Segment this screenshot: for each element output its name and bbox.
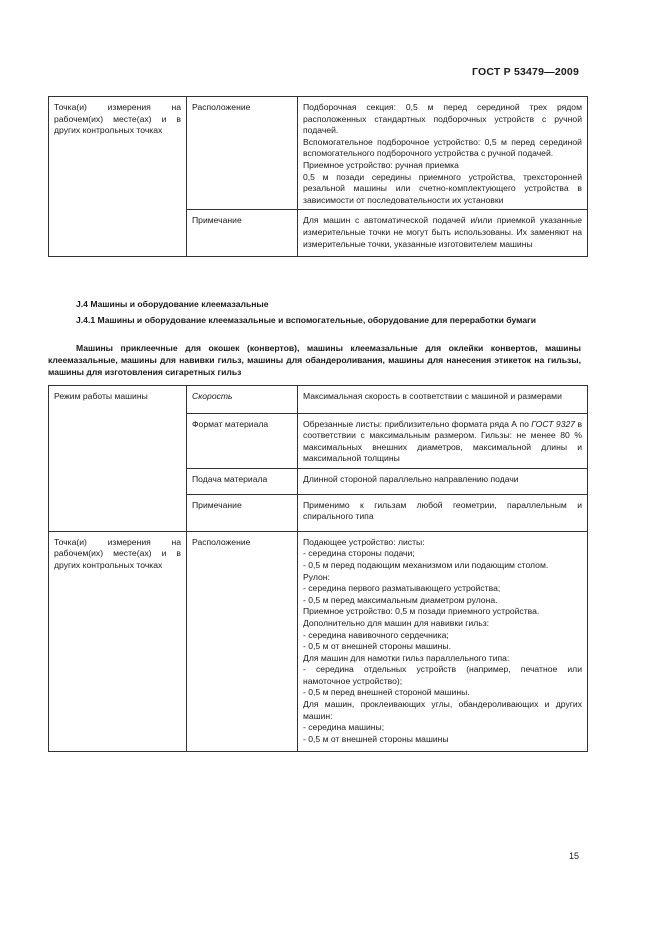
text-line: - середина навивочного сердечника; [303, 629, 449, 640]
measurement-table-continued [48, 96, 588, 257]
text-line: - 0,5 м перед подающим механизмом или подающим столом. [303, 559, 549, 570]
text-line: Приемное устройство: 0,5 м позади приемного устройства. [303, 606, 540, 617]
text-line: Приемное устройство: ручная приемка [303, 159, 459, 170]
page-number: 15 [568, 851, 579, 861]
row-label-material-format: Формат материала [187, 413, 298, 468]
table-row [49, 386, 588, 414]
text-line: Для машин для намотки гильз параллельного типа: [303, 652, 510, 663]
section-heading-j4 [76, 298, 609, 310]
section-title: Машины и оборудование клеемазальные [90, 299, 269, 309]
note-text: Для машин с автоматической подачей и/или приемкой указанные измерительные точки не могут быть использованы. Их заменяют на измерительные точки, указанные изготовителем машины [298, 210, 588, 257]
row-header-operating-mode: Режим работы машины [49, 386, 187, 532]
table-row [49, 97, 588, 210]
format-text: в соответствии с максимальным размером. Гильзы: не менее 80 % максимальных внешних диаметров, максимальной длины и максимальной толщины [303, 418, 583, 464]
note-text: Применимо к гильзам любой геометрии, параллельным и спирального типа [298, 494, 588, 531]
section-number: J.4.1 [76, 315, 96, 325]
location-description [298, 97, 588, 210]
section-heading-j41 [48, 314, 581, 326]
text-line: Рулон: [303, 571, 330, 582]
text-line: - середина первого разматывающего устройства; [303, 583, 501, 594]
location-description [298, 531, 588, 752]
machines-list: Машины приклеечные для окошек (конвертов), машины клеемазальные для оклейки конвертов, машины клеемазальные, машины для навивки гильз, машины для обандероливания, машины для нанесения этикеток на гильзы, машины для изготовления сигаретных гильз [48, 343, 581, 377]
text-line: - середина стороны подачи; [303, 548, 415, 559]
section-number: J.4 [76, 299, 88, 309]
document-header: ГОСТ Р 53479—2009 [471, 66, 579, 78]
text-line: - 0,5 м перед внешней стороной машины. [303, 687, 470, 698]
standard-reference: ГОСТ 9327 [531, 418, 576, 429]
material-feed-value: Длинной стороной параллельно направлению подачи [298, 468, 588, 494]
text-line: - середина машины; [303, 722, 385, 733]
row-label-location: Расположение [187, 97, 298, 210]
text-line: Подающее устройство: листы: [303, 536, 425, 547]
section-title: Машины и оборудование клеемазальные и вспомогательные, оборудование для переработки бумаги [97, 315, 537, 325]
material-format-value [298, 413, 588, 468]
text-line: Подборочная секция: 0,5 м перед серединой трех рядом расположенных стандартных подборочных устройств с ручной подачей. [303, 102, 582, 136]
row-label-location: Расположение [187, 531, 298, 752]
text-line: - середина отдельных устройств (например, печатное или намоточное устройство); [303, 664, 582, 686]
row-header-measurement-points: Точка(и) измерения на рабочем(их) месте(ах) и в других контрольных точках [49, 97, 187, 257]
row-label-speed: Скорость [187, 386, 298, 414]
format-text: Обрезанные листы: приблизительно формата ряда А по [303, 418, 532, 429]
text-line: Дополнительно для машин для навивки гильз: [303, 617, 490, 628]
text-line: Для машин, проклеивающих углы, обандероливающих и других машин: [303, 699, 582, 721]
text-line: Вспомогательное подборочное устройство: 0,5 м перед серединой вспомогательного подборочного устройства с ручной подачей. [303, 136, 582, 159]
text-line: 0,5 м позади середины приемного устройства, трехсторонней резальной машины или счетно-комплектующего устройства в зависимости от последовательности их установки [303, 171, 582, 205]
text-line: - 0,5 м от внешней стороны машины. [303, 641, 451, 652]
table-row [49, 531, 588, 752]
measurement-table [48, 385, 588, 752]
row-label-note: Примечание [187, 494, 298, 531]
speed-value: Максимальная скорость в соответствии с машиной и размерами [298, 386, 588, 414]
row-label-material-feed: Подача материала [187, 468, 298, 494]
row-label-note: Примечание [187, 210, 298, 257]
text-line: - 0,5 м перед максимальным диаметром рулона. [303, 594, 498, 605]
text-line: - 0,5 м от внешней стороны машины [303, 733, 449, 744]
row-header-measurement-points: Точка(и) измерения на рабочем(их) месте(ах) и в других контрольных точках [49, 531, 187, 752]
